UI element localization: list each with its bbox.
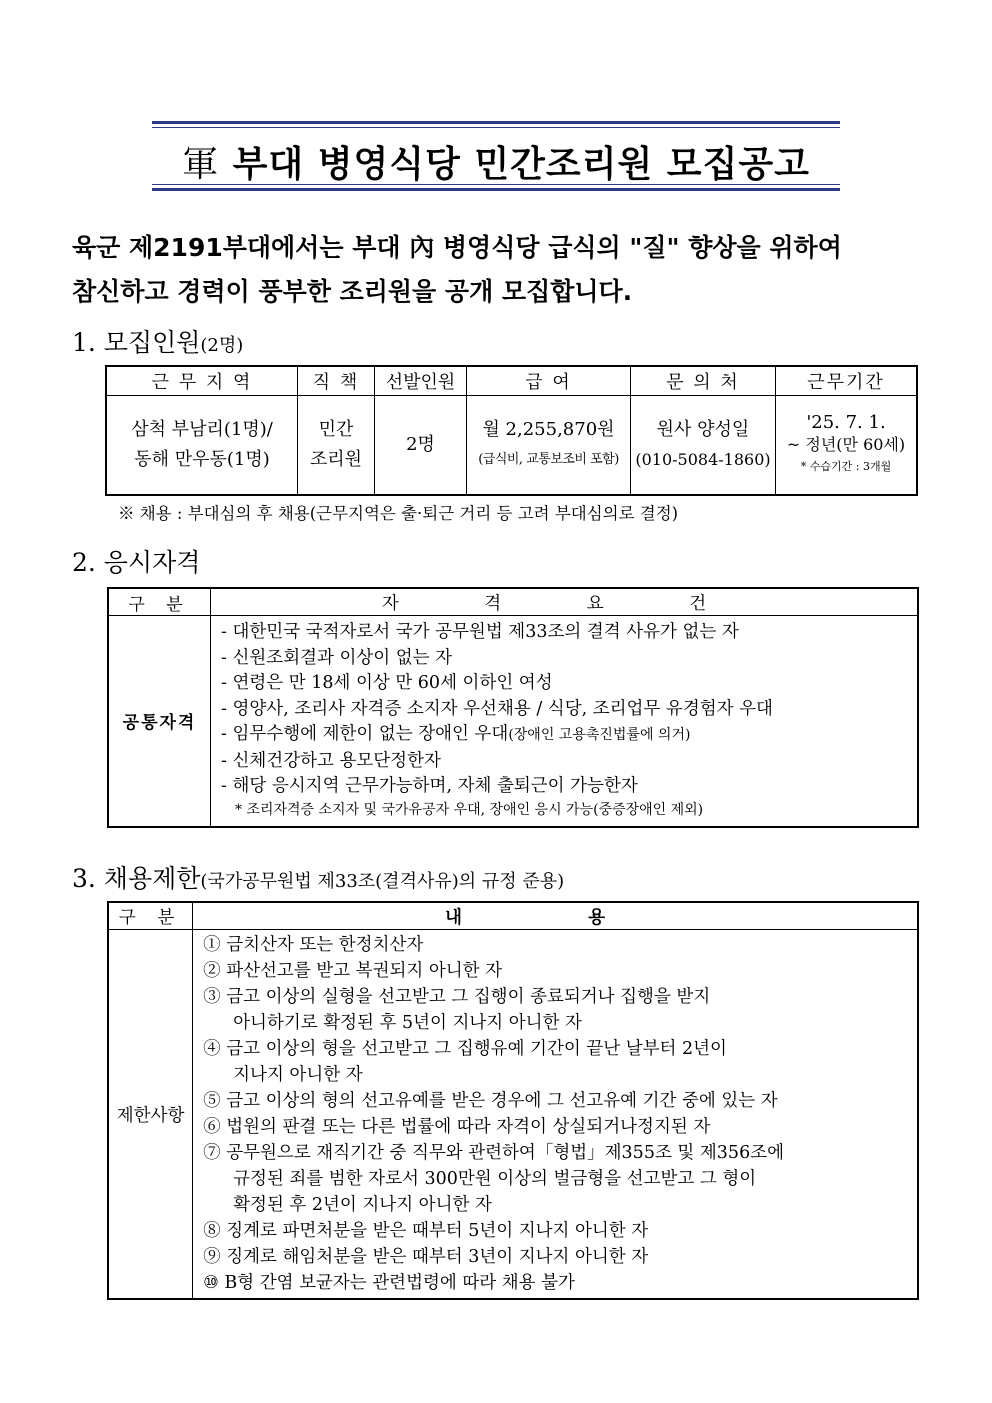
region-1: 삼척 부남리(1명)/ bbox=[131, 419, 273, 440]
hdr-contact: 문 의 처 bbox=[631, 366, 776, 396]
salary-value: 월 2,255,870원 bbox=[482, 419, 615, 440]
restr-row-label: 제한사항 bbox=[108, 930, 193, 1300]
intro-line-2: 참신하고 경력이 풍부한 조리원을 공개 모집합니다. bbox=[72, 277, 633, 306]
restriction-row bbox=[108, 930, 918, 1300]
qualification-table bbox=[107, 587, 919, 828]
contact-phone: (010-5084-1860) bbox=[635, 450, 771, 469]
restr-line: 규정된 죄를 범한 자로서 300만원 이상의 벌금형을 선고받고 그 형이 bbox=[233, 1169, 757, 1189]
salary-note: (급식비, 교통보조비 포함) bbox=[478, 452, 619, 467]
restr-hdr-content: 내 용 bbox=[193, 902, 918, 930]
restr-list bbox=[193, 930, 918, 1300]
position-1: 민간 bbox=[318, 419, 354, 440]
hdr-count: 선발인원 bbox=[375, 366, 467, 396]
restr-line: 지나지 아니한 자 bbox=[233, 1065, 363, 1085]
restr-line: ⑤ 금고 이상의 형의 선고유예를 받은 경우에 그 선고유예 기간 중에 있는 자 bbox=[203, 1091, 778, 1111]
qual-item: - 대한민국 국적자로서 국가 공무원법 제33조의 결격 사유가 없는 자 bbox=[221, 622, 739, 642]
title-box bbox=[152, 121, 840, 191]
restr-line: ⑦ 공무원으로 재직기간 중 직무와 관련하여「형법」제355조 및 제356조에 bbox=[203, 1143, 785, 1163]
title-text: 부대 병영식당 민간조리원 모집공고 bbox=[232, 144, 810, 185]
qualification-row bbox=[108, 616, 918, 827]
section-3-heading bbox=[72, 859, 564, 895]
section-1-title: 1. 모집인원 bbox=[72, 328, 201, 357]
page-title bbox=[152, 136, 840, 187]
qual-row-label: 공통자격 bbox=[108, 616, 211, 827]
section-2-heading: 2. 응시자격 bbox=[72, 548, 201, 577]
restr-line: 확정된 후 2년이 지나지 아니한 자 bbox=[233, 1195, 492, 1215]
qual-item-note: (장애인 고용촉진법률에 의거) bbox=[508, 727, 691, 743]
qual-list bbox=[211, 616, 919, 827]
restr-line: ② 파산선고를 받고 복권되지 아니한 자 bbox=[203, 961, 503, 981]
hdr-period: 근무기간 bbox=[776, 366, 918, 396]
period-end: ~ 정년(만 60세) bbox=[786, 435, 906, 454]
qual-item: - 연령은 만 18세 이상 만 60세 이하인 여성 bbox=[221, 673, 553, 693]
section-1-heading bbox=[72, 323, 243, 359]
restr-line: ⑨ 징계로 해임처분을 받은 때부터 3년이 지나지 아니한 자 bbox=[203, 1247, 649, 1267]
recruit-table-header bbox=[106, 366, 917, 396]
qual-item: - 신체건강하고 용모단정한자 bbox=[221, 750, 441, 771]
cell-salary bbox=[467, 396, 631, 496]
qual-item: - 영양사, 조리사 자격증 소지자 우선채용 / 식당, 조리업무 유경험자 우대 bbox=[221, 698, 773, 719]
hdr-region: 근 무 지 역 bbox=[106, 366, 298, 396]
qual-item: - 해당 응시지역 근무가능하며, 자체 출퇴근이 가능한자 bbox=[221, 776, 638, 796]
cell-region bbox=[106, 396, 298, 496]
restriction-table bbox=[107, 901, 919, 1300]
period-note: * 수습기간 : 3개월 bbox=[800, 460, 892, 473]
qual-item-text: - 임무수행에 제한이 없는 장애인 우대 bbox=[221, 724, 509, 744]
restr-line: ① 금치산자 또는 한정치산자 bbox=[203, 935, 424, 955]
restr-line: 아니하기로 확정된 후 5년이 지나지 아니한 자 bbox=[233, 1013, 582, 1033]
cell-count: 2명 bbox=[375, 396, 467, 496]
recruit-table bbox=[105, 365, 918, 496]
qual-item: - 신원조회결과 이상이 없는 자 bbox=[221, 647, 453, 668]
restr-line: ⑧ 징계로 파면처분을 받은 때부터 5년이 지나지 아니한 자 bbox=[203, 1221, 649, 1241]
period-start: '25. 7. 1. bbox=[806, 412, 886, 433]
restr-line: ⑩ B형 간염 보균자는 관련법령에 따라 채용 불가 bbox=[203, 1273, 575, 1293]
section-3-sub: (국가공무원법 제33조(결격사유)의 규정 준용) bbox=[200, 871, 565, 892]
qual-hdr-content: 자 격 요 건 bbox=[211, 588, 919, 616]
cell-contact bbox=[631, 396, 776, 496]
restr-line: ④ 금고 이상의 형을 선고받고 그 집행유예 기간이 끝난 날부터 2년이 bbox=[203, 1039, 727, 1059]
contact-name: 원사 양성일 bbox=[656, 419, 750, 440]
region-2: 동해 만우동(1명) bbox=[134, 449, 270, 470]
cell-position bbox=[298, 396, 375, 496]
intro-line-1: 육군 제2191부대에서는 부대 內 병영식당 급식의 "질" 향상을 위하여 bbox=[72, 233, 842, 262]
restr-hdr-label: 구 분 bbox=[108, 902, 193, 930]
title-han: 軍 bbox=[182, 144, 220, 185]
cell-period bbox=[776, 396, 918, 496]
hdr-salary: 급 여 bbox=[467, 366, 631, 396]
qual-hdr-label: 구 분 bbox=[108, 588, 211, 616]
qual-footnote: * 조리자격증 소지자 및 국가유공자 우대, 장애인 응시 가능(중증장애인 제외) bbox=[235, 801, 704, 818]
section-1-sub: (2명) bbox=[200, 335, 244, 356]
hdr-position: 직 책 bbox=[298, 366, 375, 396]
intro-paragraph bbox=[72, 226, 932, 314]
position-2: 조리원 bbox=[309, 449, 363, 470]
section-3-title: 3. 채용제한 bbox=[72, 864, 201, 893]
recruit-table-row bbox=[106, 396, 917, 496]
qual-item bbox=[221, 722, 917, 749]
qualification-header bbox=[108, 588, 918, 616]
restr-line: ⑥ 법원의 판결 또는 다른 법률에 따라 자격이 상실되거나정지된 자 bbox=[203, 1117, 711, 1137]
restr-line: ③ 금고 이상의 실형을 선고받고 그 집행이 종료되거나 집행을 받지 bbox=[203, 987, 711, 1007]
hiring-note: ※ 채용 : 부대심의 후 채용(근무지역은 출·퇴근 거리 등 고려 부대심의로 결정) bbox=[118, 504, 679, 523]
restriction-header bbox=[108, 902, 918, 930]
